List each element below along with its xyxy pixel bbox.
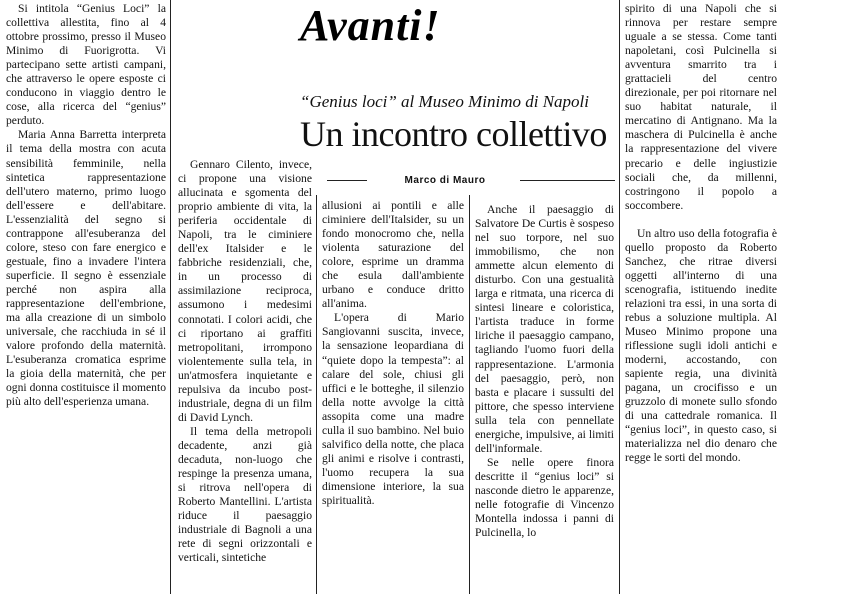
column-rule xyxy=(469,195,470,594)
column-rule xyxy=(316,195,317,594)
byline-rule-right xyxy=(520,180,615,181)
article-column-3 xyxy=(322,199,464,508)
article-column-4 xyxy=(475,203,614,540)
paragraph: Il tema della metropoli decadente, anzi già decaduta, non-luogo che respinge la presenza umana, si ritrova nell'opera di Roberto Mantellini. L'artista riduce il paesaggio industriale di Bagnoli a una rete di segni orizzontali e verticali, sintetiche xyxy=(178,424,312,565)
paragraph: L'opera di Mario Sangiovanni suscita, invece, la sensazione leopardiana di “quiete dopo la tempesta”: al calare del sole, chiusi gli uffici e le botteghe, il silenzio della notte avvolge la città assopita come una madre culla il suo bambino. Nel buio salvifico della notte, che placa gli animi e risolve i contrasti, l'uomo recupera la sua dimensione interiore, la sua spiritualità. xyxy=(322,311,464,507)
paragraph: Maria Anna Barretta interpreta il tema della mostra con acuta sensibilità femminile, nella sintetica rappresentazione dell'utero materno, primo luogo dell'essere e dell'abitare. L'essenzialità del segno si contrappone all'esuberanza del colore, steso con fare energico e gestuale, fino a invadere l'intera superficie. Il segno è essenziale perché non aspira alla rappresentazione dell'embrione, ma alla creazione di un simbolo universale, che racchiuda in sé il valore profondo della maternità. L'esuberanza cromatica esprime la gioia della maternità, che per ogni donna costituisce il momento più alto dell'esperienza umana. xyxy=(6,128,166,409)
paragraph: Gennaro Cilento, invece, ci propone una visione allucinata e sgomenta del proprio ambiente di vita, la periferia occidentale di Napoli, tra le ciminiere dell'ex Italsider e le fabbriche residenziali, che, in un processo di assimilazione reciproca, assumono i medesimi connotati. I colori acidi, che ci riportano ai graffiti metropolitani, irrompono violentemente sulla tela, in un'atmosfera inquietante e repulsiva da incubo post-industriale, degna di un film di David Lynch. xyxy=(178,158,312,424)
article-column-2 xyxy=(178,158,312,565)
paragraph: spirito di una Napoli che si rinnova per restare sempre uguale a se stessa. Come tanti napoletani, così Pulcinella si avventura smarrito tra i grattacieli del centro direzionale, per poi ritornare nel suo habitat naturale, il mercatino di Antignano. Ma la maschera di Pulcinella è anche la rappresentazione del vivere precario e delle ingiustizie sociali che, da millenni, costringono il popolo a soccombere. xyxy=(625,2,777,212)
article-byline: Marco di Mauro xyxy=(404,175,486,186)
article-column-1 xyxy=(6,2,166,409)
article-column-5 xyxy=(625,2,777,466)
paragraph: allusioni ai pontili e alle ciminiere dell'Italsider, su un fondo monocromo che, nella violenta saturazione del colore, esprime un dramma che esula dall'ambiente urbano e conduce dritto all'anima. xyxy=(322,199,464,311)
paragraph: Si intitola “Genius Loci” la collettiva allestita, fino al 4 ottobre prossimo, presso il Museo Minimo di Fuorigrotta. Vi partecipano sette artisti campani, che attraverso le opere esposte ci conducono in viaggio dentro le cose, alla ricerca del “genius” perduto. xyxy=(6,2,166,128)
column-rule xyxy=(619,0,620,594)
paragraph: Anche il paesaggio di Salvatore De Curtis è sospeso nel suo torpore, nel suo immobilismo, che non ammette alcun elemento di disturbo. Con una gestualità larga e ritmata, una ricerca di sintesi lineare e coloristica, l'artista traduce in forme liriche il paesaggio campano, tagliando l'uomo fuori della rappresentazione. L'armonia del paesaggio, però, non basta e placare i sussulti del pittore, che spesso interviene sulla tela con pennellate energiche, impulsive, ai limiti dell'informale. xyxy=(475,203,614,455)
article-headline: Un incontro collettivo xyxy=(300,114,607,154)
article-kicker: “Genius loci” al Museo Minimo di Napoli xyxy=(300,92,589,111)
paragraph: Se nelle opere finora descritte il “genius loci” si nasconde dietro le apparenze, nelle fotografie di Vincenzo Montella indossa i panni di Pulcinella, lo xyxy=(475,455,614,540)
masthead-logo: Avanti! xyxy=(300,1,441,50)
column-rule xyxy=(170,0,171,594)
paragraph: Un altro uso della fotografia è quello proposto da Roberto Sanchez, che ritrae diversi oggetti all'interno di una scenografia, istituendo inedite relazioni tra essi, in una sorta di rebus a soluzione multipla. Al Museo Minimo propone una riflessione sugli idoli antichi e moderni, accostando, con sapiente regia, una divinità pagana, un crocifisso e un gruzzolo di monete sullo sfondo di una cattedrale romanica. Il “genius loci”, in questo caso, si materializza nel dio denaro che regge le sorti del mondo. xyxy=(625,226,777,465)
